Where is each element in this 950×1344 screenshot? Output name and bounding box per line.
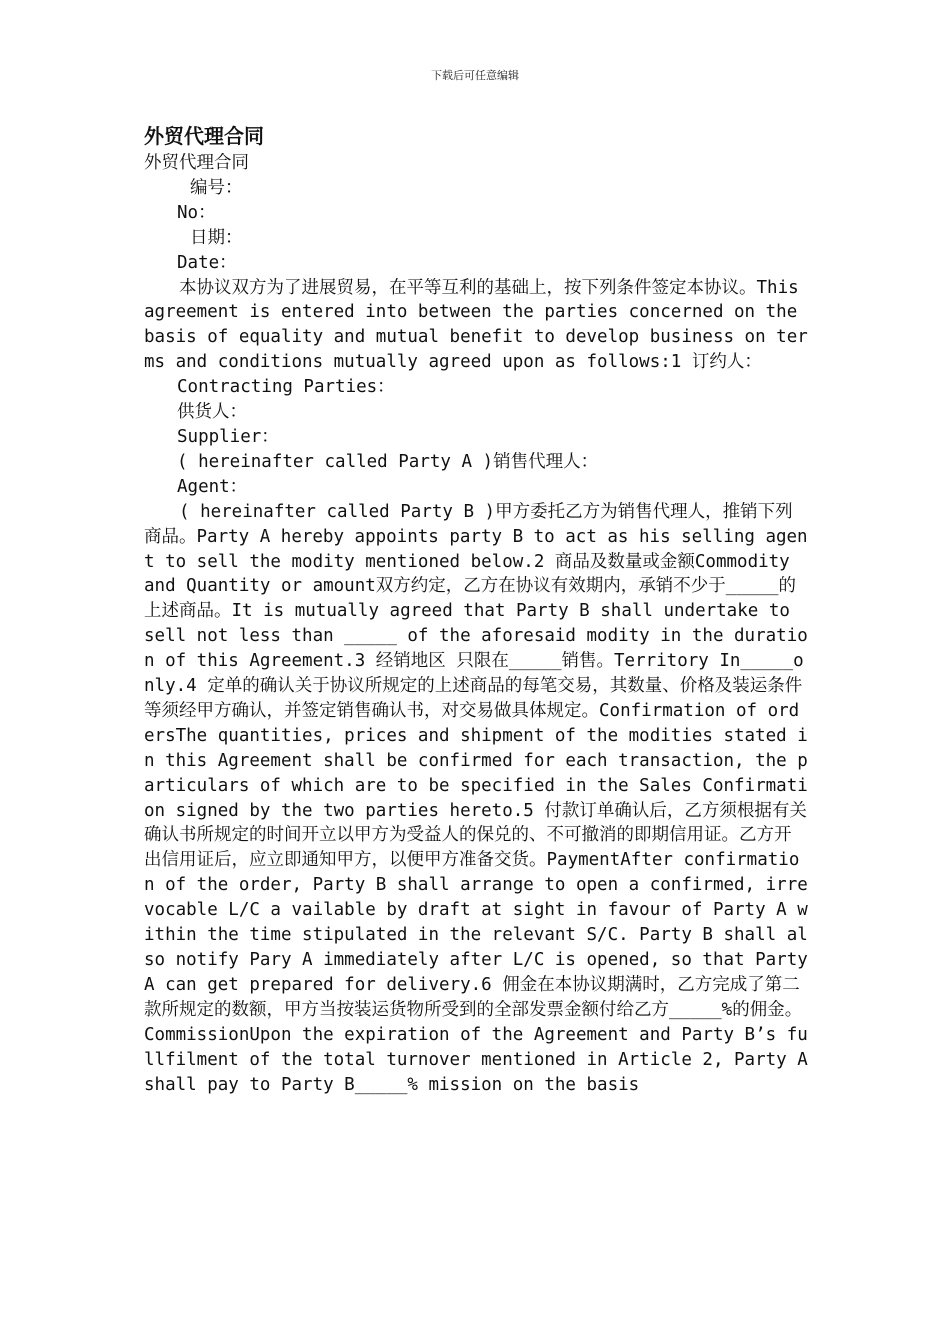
number-label-cn: 编号： — [190, 177, 243, 198]
number-label-en: No： — [177, 202, 216, 223]
party-a-line: ( hereinafter called Party A )销售代理人： — [177, 451, 599, 472]
page-header: 下载后可任意编辑 — [431, 69, 519, 82]
document-title: 外贸代理合同 — [144, 124, 264, 148]
document-subtitle: 外贸代理合同 — [144, 153, 249, 173]
contract-document — [144, 121, 808, 1097]
supplier-label-cn: 供货人： — [177, 402, 247, 423]
contracting-parties-label: Contracting Parties： — [177, 377, 395, 398]
body-paragraph: ( hereinafter called Party B )甲方委托乙方为销售代理人，推销下列商品。Party A hereby appoints party B to act as his selling agent to sell the modity mentioned below.2 商品及数量或金额Commodity and Quantity or amount双方约定，乙方在协议有效期内，承销不少于_____的上述商品。It is mutually agreed that Party B shall undertake to sell not less than _____ of the aforesaid modity in the duration of this Agreement.3 经销地区 只限在_____销售。Territory In_____only.4 定单的确认关于协议所规定的上述商品的每笔交易，其数量、价格及装运条件等须经甲方确认，并签定销售确认书，对交易做具体规定。Confirmation of ordersThe quantities, prices and shipment of the modities stated in this Agreement shall be confirmed for each transaction, the particulars of which are to be specified in the Sales Confirmation signed by the two parties hereto.5 付款订单确认后，乙方须根据有关确认书所规定的时间开立以甲方为受益人的保兑的、不可撤消的即期信用证。乙方开出信用证后，应立即通知甲方，以便甲方准备交货。PaymentAfter confirmation of the order, Party B shall arrange to open a confirmed, irrevocable L/C a vailable by draft at sight in favour of Party A within the time stipulated in the relevant S/C. Party B shall also notify Pary A immediately after L/C is opened, so that Party A can get prepared for delivery.6 佣金在本协议期满时，乙方完成了第二款所规定的数额，甲方当按装运货物所受到的全部发票金额付给乙方_____%的佣金。CommissionUpon the expiration of the Agreement and Party B’s fullfilment of the total turnover mentioned in Article 2, Party A shall pay to Party B_____% mission on the basis — [144, 501, 808, 1095]
date-label-en: Date： — [177, 252, 237, 273]
intro-paragraph: 本协议双方为了进展贸易，在平等互利的基础上，按下列条件签定本协议。This agreement is entered into between the parties concerned on the basis of equality and mutual benefit to develop business on terms and conditions mutually agreed upon as follows:1 订约人： — [144, 277, 808, 373]
supplier-label-en: Supplier： — [177, 426, 279, 447]
agent-label: Agent： — [177, 476, 248, 497]
date-label-cn: 日期： — [190, 227, 243, 248]
